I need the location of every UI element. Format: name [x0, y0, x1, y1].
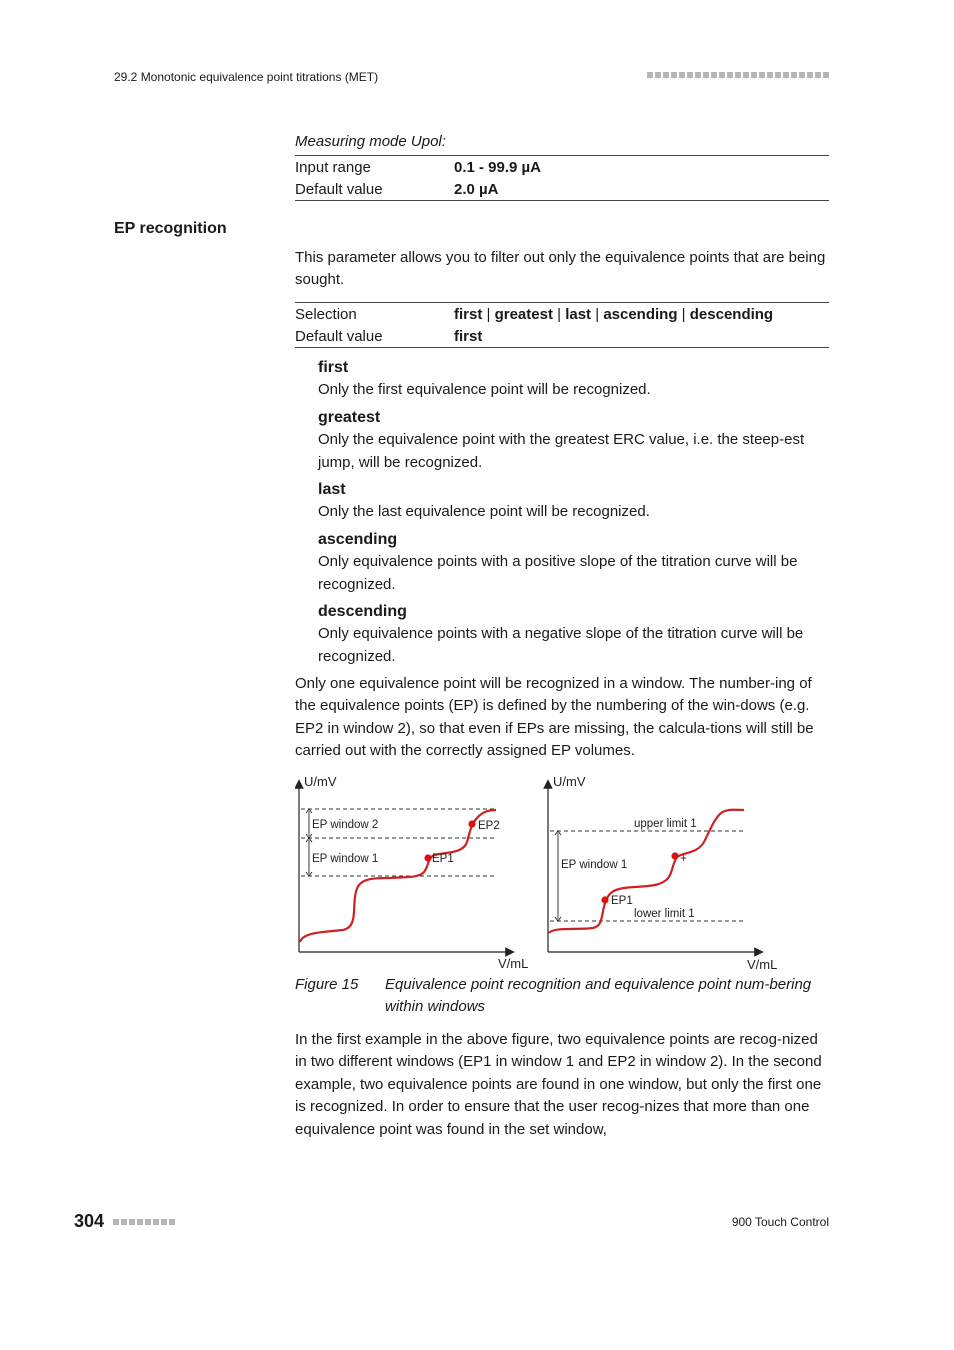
separator: |: [486, 305, 491, 323]
footer-product: 900 Touch Control: [731, 1215, 829, 1229]
option-greatest: greatest: [494, 305, 553, 323]
right-window-label: EP window 1: [561, 859, 628, 871]
ep-window-figure: [295, 770, 829, 975]
right-y-label: U/mV: [553, 774, 586, 789]
default-key: Default value: [295, 327, 383, 345]
running-header: 29.2 Monotonic equivalence point titrations (MET): [114, 70, 379, 84]
option-block-descending: [318, 601, 829, 668]
option-title: last: [318, 481, 346, 498]
option-title: greatest: [318, 409, 381, 426]
option-text: Only the first equivalence point will be recognized.: [318, 381, 651, 399]
section-title: EP recognition: [114, 220, 227, 237]
param-key: Default value: [295, 180, 383, 198]
option-block-first: [318, 357, 829, 402]
right-plus-label: +: [680, 853, 687, 865]
option-first: first: [454, 305, 483, 323]
lower-limit-label: lower limit 1: [634, 908, 695, 920]
option-block-greatest: [318, 407, 829, 474]
option-ascending: ascending: [603, 305, 678, 323]
measuring-mode-label: Measuring mode Upol:: [295, 133, 446, 150]
table-row: [295, 303, 829, 326]
caption-text: Equivalence point recognition and equivalence point num-bering within windows: [385, 976, 812, 1016]
option-title: ascending: [318, 531, 398, 548]
separator: |: [595, 305, 600, 323]
default-value: first: [454, 327, 483, 345]
option-title: descending: [318, 603, 407, 620]
left-window2-label: EP window 2: [312, 819, 379, 831]
right-plot: [548, 774, 777, 972]
option-text: Only the equivalence point with the greatest ERC value, i.e. the steep-est jump, will be recognized.: [318, 431, 805, 471]
page-number: 304: [74, 1211, 105, 1231]
right-ep1-label: EP1: [611, 895, 633, 907]
left-ep1-label: EP1: [432, 853, 454, 865]
table-row: [295, 178, 829, 201]
intro-paragraph: This parameter allows you to filter out only the equivalence points that are being sought.: [295, 249, 826, 289]
selection-values: [454, 303, 829, 326]
measuring-mode-table: [295, 155, 829, 201]
left-y-label: U/mV: [304, 774, 337, 789]
option-text: Only equivalence points with a positive slope of the titration curve will be recognized.: [318, 553, 798, 593]
param-value: 2.0 µA: [454, 180, 499, 198]
table-row: [295, 325, 829, 348]
option-descending: descending: [689, 305, 774, 323]
option-title: first: [318, 359, 349, 376]
param-key: Input range: [295, 158, 371, 176]
right-second-ep-point: [671, 852, 678, 859]
upper-limit-label: upper limit 1: [634, 818, 697, 830]
option-text: Only equivalence points with a negative slope of the titration curve will be recognized.: [318, 625, 804, 665]
option-text: Only the last equivalence point will be recognized.: [318, 503, 650, 521]
param-value: 0.1 - 99.9 µA: [454, 158, 542, 176]
option-last: last: [565, 305, 592, 323]
separator: |: [681, 305, 686, 323]
footer-dot-decoration: [113, 1218, 181, 1228]
window-paragraph: Only one equivalence point will be recognized in a window. The number-ing of the equivalence points (EP) is defined by the numbering of the win-dows (e.g. EP2 in window 2), so that even if EPs are missing, the calcula-tions will still be carried out with the correctly assigned EP volumes.: [295, 675, 814, 760]
caption-label: Figure 15: [295, 976, 359, 993]
left-plot: [299, 774, 528, 971]
left-window1-label: EP window 1: [312, 853, 379, 865]
selection-table: [295, 302, 829, 348]
header-dot-decoration: [647, 71, 829, 81]
table-row: [295, 156, 829, 179]
left-ep1-point: [424, 854, 431, 861]
left-x-label: V/mL: [498, 956, 529, 971]
left-ep2-label: EP2: [478, 820, 500, 832]
right-ep1-point: [601, 896, 608, 903]
selection-key: Selection: [295, 305, 357, 323]
right-x-label: V/mL: [747, 957, 778, 972]
separator: |: [557, 305, 562, 323]
left-ep2-point: [468, 820, 475, 827]
option-block-last: [318, 479, 829, 524]
option-block-ascending: [318, 529, 829, 596]
closing-paragraph: In the first example in the above figure, two equivalence points are recog-nized in two different windows (EP1 in window 1 and EP2 in window 2). In the second example, two equivalence points are found in one window, but only the first one is recognized. In order to ensure that the user recog-nizes that more than one equivalence point was found in the set window,: [295, 1031, 822, 1138]
